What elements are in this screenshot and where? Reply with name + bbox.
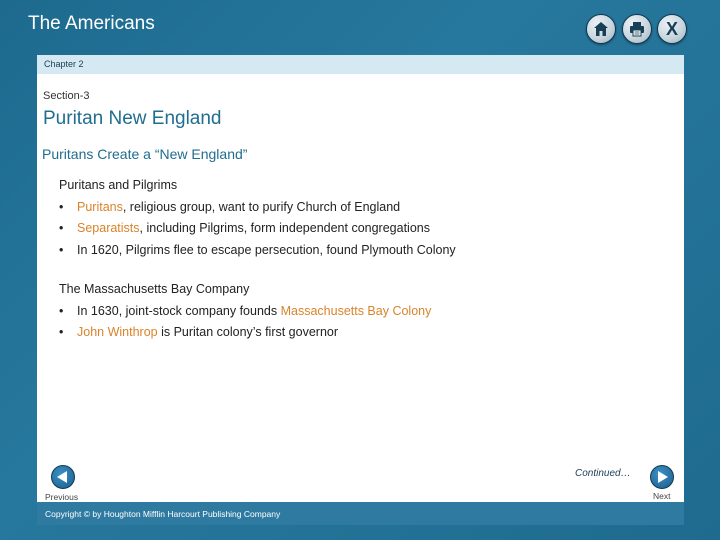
- list-item: [59, 240, 456, 262]
- topic-title: The Massachusetts Bay Company: [59, 282, 250, 296]
- key-term: John Winthrop: [77, 325, 158, 339]
- list-item: [59, 322, 431, 344]
- continued-label: Continued…: [575, 468, 631, 479]
- chapter-label: Chapter 2: [44, 59, 84, 69]
- chapter-bar: [37, 55, 684, 74]
- bullet-icon: •: [59, 242, 64, 257]
- print-icon: [628, 20, 646, 38]
- section-label: Section-3: [43, 90, 90, 102]
- bullet-icon: •: [59, 221, 64, 235]
- next-button[interactable]: [650, 465, 674, 489]
- content-panel: [37, 74, 684, 502]
- home-button[interactable]: [586, 14, 616, 44]
- key-term: Separatists: [77, 221, 140, 235]
- list-item-text: In 1620, Pilgrims flee to escape persecution, found Plymouth Colony: [77, 242, 456, 257]
- topic-block-massachusetts: [59, 279, 431, 344]
- bullet-icon: •: [59, 325, 64, 339]
- list-item: [59, 197, 456, 219]
- close-icon: X: [665, 18, 678, 39]
- home-icon: [592, 20, 610, 38]
- page-title: Puritan New England: [43, 108, 222, 129]
- topic-title: Puritans and Pilgrims: [59, 178, 178, 192]
- list-item-text: is Puritan colony’s first governor: [157, 325, 339, 339]
- list-item-text: , religious group, want to purify Church of England: [122, 199, 401, 214]
- app-title: The Americans: [28, 13, 155, 34]
- next-label[interactable]: Next: [653, 491, 671, 501]
- key-term: Massachusetts Bay Colony: [280, 303, 432, 318]
- close-button[interactable]: [657, 14, 687, 44]
- arrow-left-icon: [57, 471, 67, 483]
- list-item-text: , including Pilgrims, form independent congregations: [139, 221, 430, 235]
- arrow-right-icon: [658, 471, 668, 483]
- bullet-icon: •: [59, 199, 64, 214]
- print-button[interactable]: [622, 14, 652, 44]
- list-item: [59, 301, 431, 323]
- key-term: Puritans: [77, 199, 123, 214]
- topic-block-pilgrims: [59, 175, 456, 261]
- list-item-text: In 1630, joint-stock company founds: [77, 303, 281, 318]
- bullet-icon: •: [59, 303, 64, 318]
- footer-bar: [37, 502, 684, 525]
- page-subtitle: Puritans Create a “New England”: [42, 146, 248, 162]
- copyright-text: Copyright © by Houghton Mifflin Harcourt Publishing Company: [45, 509, 281, 519]
- list-item: [59, 218, 456, 240]
- previous-button[interactable]: [51, 465, 75, 489]
- previous-label[interactable]: Previous: [45, 492, 79, 502]
